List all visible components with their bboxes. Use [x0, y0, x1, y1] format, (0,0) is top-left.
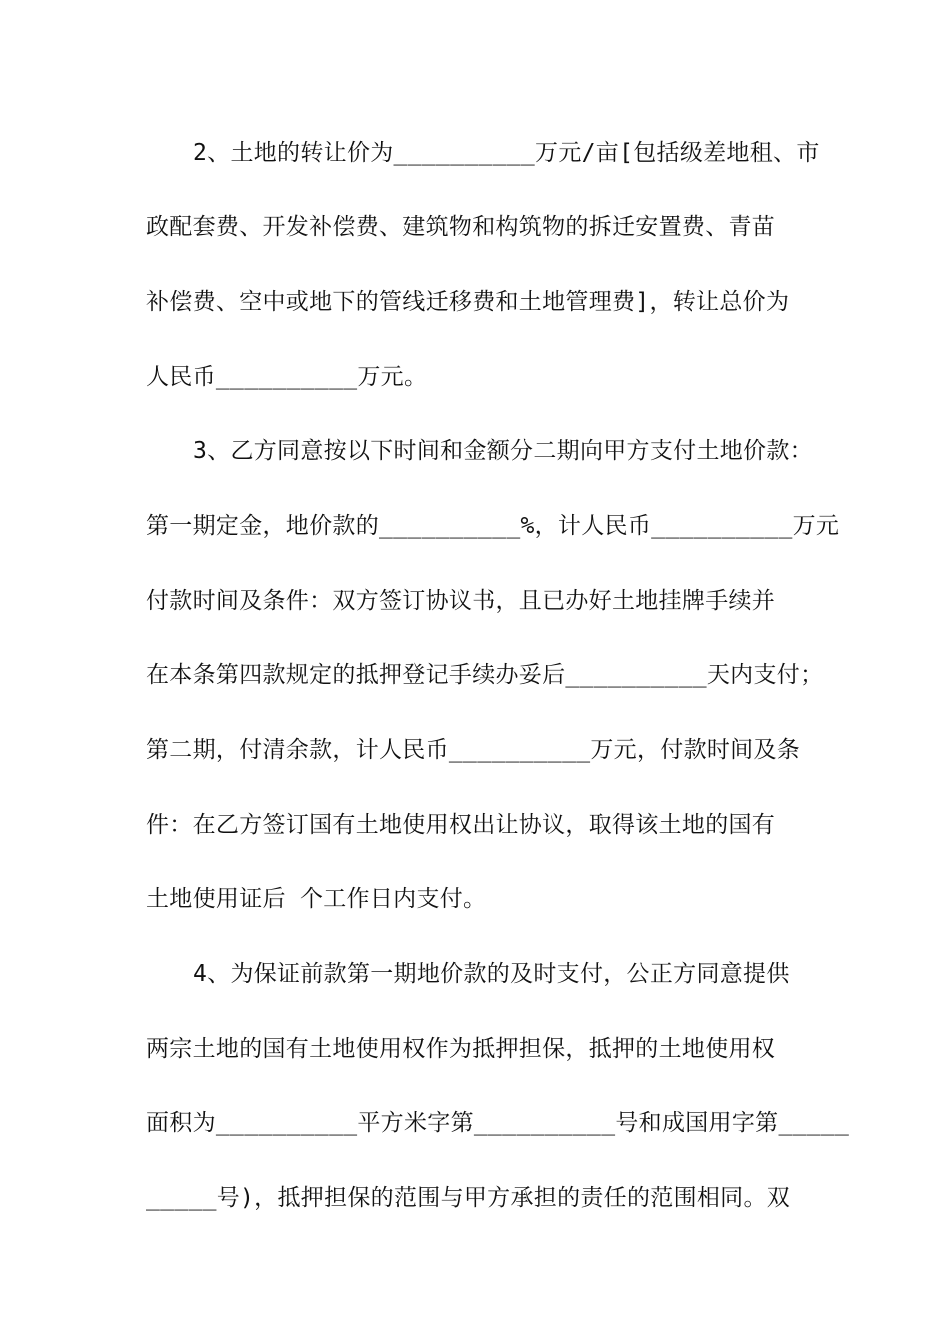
clause-3-line-5: 第二期，付清余款，计人民币__________万元，付款时间及条 — [146, 737, 801, 763]
clause-3-line-3: 付款时间及条件：双方签订协议书，且已办好土地挂牌手续并 — [146, 588, 776, 614]
clause-2-line-3: 补偿费、空中或地下的管线迁移费和土地管理费]，转让总价为 — [146, 289, 790, 315]
clause-2-line-2: 政配套费、开发补偿费、建筑物和构筑物的拆迁安置费、青苗 — [146, 214, 776, 240]
clause-2-line-1: 2、土地的转让价为__________万元/亩[包括级差地租、市 — [193, 140, 820, 166]
clause-3-line-2: 第一期定金，地价款的__________%，计人民币__________万元 — [146, 513, 840, 539]
clause-3-line-1: 3、乙方同意按以下时间和金额分二期向甲方支付土地价款： — [193, 438, 813, 464]
clause-4-line-4: _____号)，抵押担保的范围与甲方承担的责任的范围相同。双 — [146, 1185, 791, 1211]
clause-4-line-3: 面积为__________平方米字第__________号和成国用字第_____ — [146, 1110, 850, 1136]
clause-3-line-6: 件：在乙方签订国有土地使用权出让协议，取得该土地的国有 — [146, 812, 776, 838]
clause-3-line-7: 土地使用证后 个工作日内支付。 — [146, 886, 487, 912]
clause-4-line-1: 4、为保证前款第一期地价款的及时支付，公正方同意提供 — [193, 961, 790, 987]
clause-4-line-2: 两宗土地的国有土地使用权作为抵押担保，抵押的土地使用权 — [146, 1036, 776, 1062]
clause-3-line-4: 在本条第四款规定的抵押登记手续办妥后__________天内支付； — [146, 662, 824, 688]
clause-2-line-4: 人民币__________万元。 — [146, 364, 428, 390]
